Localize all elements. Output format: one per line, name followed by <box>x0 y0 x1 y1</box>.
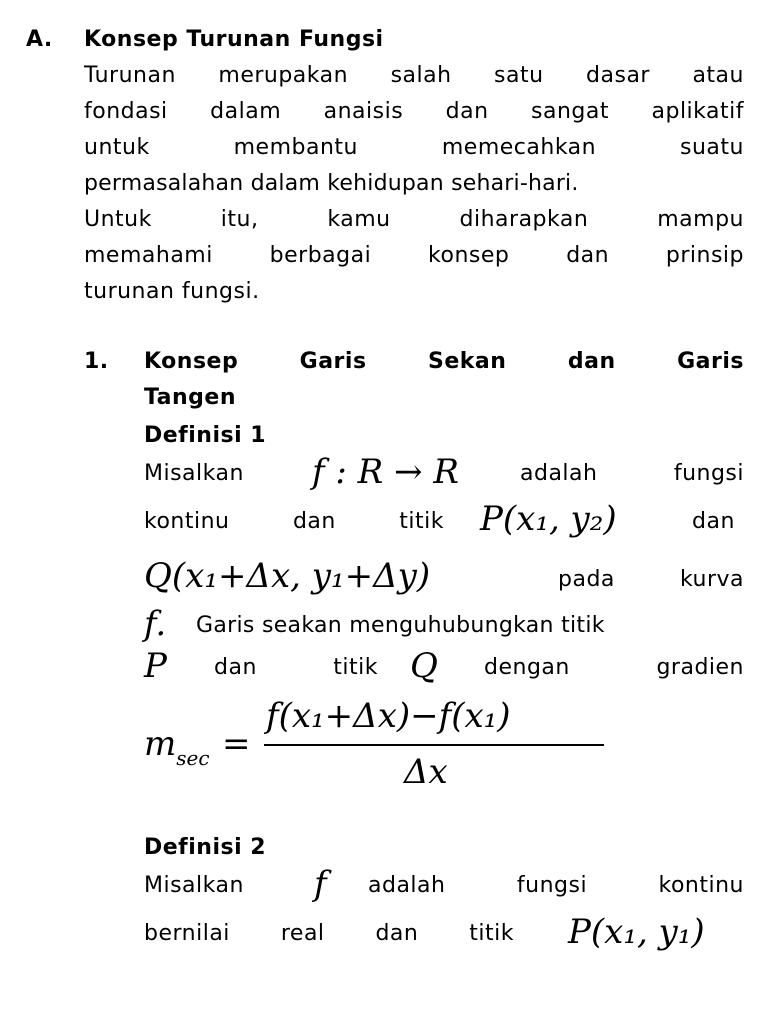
subsection-number: 1. <box>84 349 109 374</box>
word: Konsep <box>144 349 239 374</box>
intro-line-7: turunan fungsi. <box>84 279 260 304</box>
word: sangat <box>531 99 610 124</box>
formula-m: m <box>144 724 177 764</box>
definition-2-heading: Definisi 2 <box>144 835 267 860</box>
word: atau <box>692 63 744 88</box>
word: dasar <box>586 63 650 88</box>
word: dan <box>567 349 616 374</box>
word: dan <box>375 921 419 946</box>
word: titik <box>469 921 514 946</box>
word: suatu <box>680 135 744 160</box>
word: adalah <box>368 873 446 898</box>
def1-kontinu-titik <box>144 504 444 540</box>
intro-line-1 <box>84 58 744 94</box>
def1-P-symbol: P <box>144 646 167 686</box>
def1-point-Q: Q(x₁+Δx, y₁+Δy) <box>144 556 431 596</box>
subsection-title-line2: Tangen <box>144 385 237 410</box>
word: satu <box>494 63 544 88</box>
word: anaisis <box>323 99 404 124</box>
formula-equals: = <box>222 724 251 764</box>
intro-line-4: permasalahan dalam kehidupan sehari-hari. <box>84 171 579 196</box>
def1-pada-kurva <box>558 562 744 598</box>
formula-denominator: Δx <box>404 752 448 792</box>
word: Garis <box>299 349 367 374</box>
word: dengan <box>484 655 570 680</box>
def2-adalah-fungsi-kontinu <box>368 868 744 904</box>
word: dan <box>566 243 610 268</box>
word: adalah <box>520 461 598 486</box>
word: merupakan <box>218 63 349 88</box>
word: real <box>280 921 325 946</box>
formula-sec-subscript: sec <box>176 746 210 770</box>
word: Untuk <box>84 207 152 232</box>
word: untuk <box>84 135 150 160</box>
def2-bernilai-line <box>144 916 514 952</box>
word: itu, <box>220 207 259 232</box>
def2-f-symbol: f <box>314 864 327 904</box>
def1-point-P: P(x₁, y₂) <box>480 499 617 539</box>
def1-misalkan: Misalkan <box>144 461 244 486</box>
intro-line-6 <box>84 238 744 274</box>
word: berbagai <box>269 243 372 268</box>
def1-f-symbol: f. <box>144 604 167 644</box>
definition-1-heading: Definisi 1 <box>144 423 267 448</box>
def1-dan-titik <box>214 650 378 686</box>
word: memahami <box>84 243 213 268</box>
def1-dan: dan <box>692 509 735 534</box>
word: memecahkan <box>441 135 597 160</box>
formula-lhs <box>144 722 210 780</box>
intro-line-3 <box>84 130 744 166</box>
def1-Q-symbol: Q <box>410 646 438 686</box>
subsection-title-line1 <box>144 344 744 380</box>
word: kontinu <box>144 509 230 534</box>
def2-point-P: P(x₁, y₁) <box>568 912 705 952</box>
word: mampu <box>657 207 744 232</box>
word: salah <box>390 63 452 88</box>
formula-numerator: f(x₁+Δx)−f(x₁) <box>266 696 511 736</box>
word: kamu <box>327 207 391 232</box>
word: dan <box>214 655 257 680</box>
word: diharapkan <box>459 207 589 232</box>
word: fungsi <box>673 461 744 486</box>
word: fondasi <box>84 99 168 124</box>
word: konsep <box>428 243 510 268</box>
fraction-bar <box>264 744 604 746</box>
word: fungsi <box>516 873 588 898</box>
word: membantu <box>233 135 358 160</box>
def1-adalah-fungsi <box>520 456 744 492</box>
word: prinsip <box>665 243 744 268</box>
def1-dengan-gradien <box>484 650 744 686</box>
section-letter: A. <box>26 27 53 52</box>
word: titik <box>399 509 444 534</box>
word: Turunan <box>84 63 176 88</box>
word: kurva <box>679 567 744 592</box>
word: dan <box>292 509 336 534</box>
word: aplikatif <box>651 99 744 124</box>
word: titik <box>333 655 378 680</box>
def2-misalkan: Misalkan <box>144 873 244 898</box>
def1-garis-line: Garis seakan menguhubungkan titik <box>196 613 605 638</box>
word: dalam <box>210 99 282 124</box>
section-title: Konsep Turunan Fungsi <box>84 27 384 52</box>
word: bernilai <box>144 921 230 946</box>
intro-line-2 <box>84 94 744 130</box>
word: Garis <box>677 349 744 374</box>
def1-map-formula: f : R → R <box>312 452 459 492</box>
word: pada <box>558 567 615 592</box>
word: kontinu <box>658 873 744 898</box>
word: dan <box>445 99 489 124</box>
word: gradien <box>656 655 744 680</box>
intro-line-5 <box>84 202 744 238</box>
word: Sekan <box>428 349 507 374</box>
